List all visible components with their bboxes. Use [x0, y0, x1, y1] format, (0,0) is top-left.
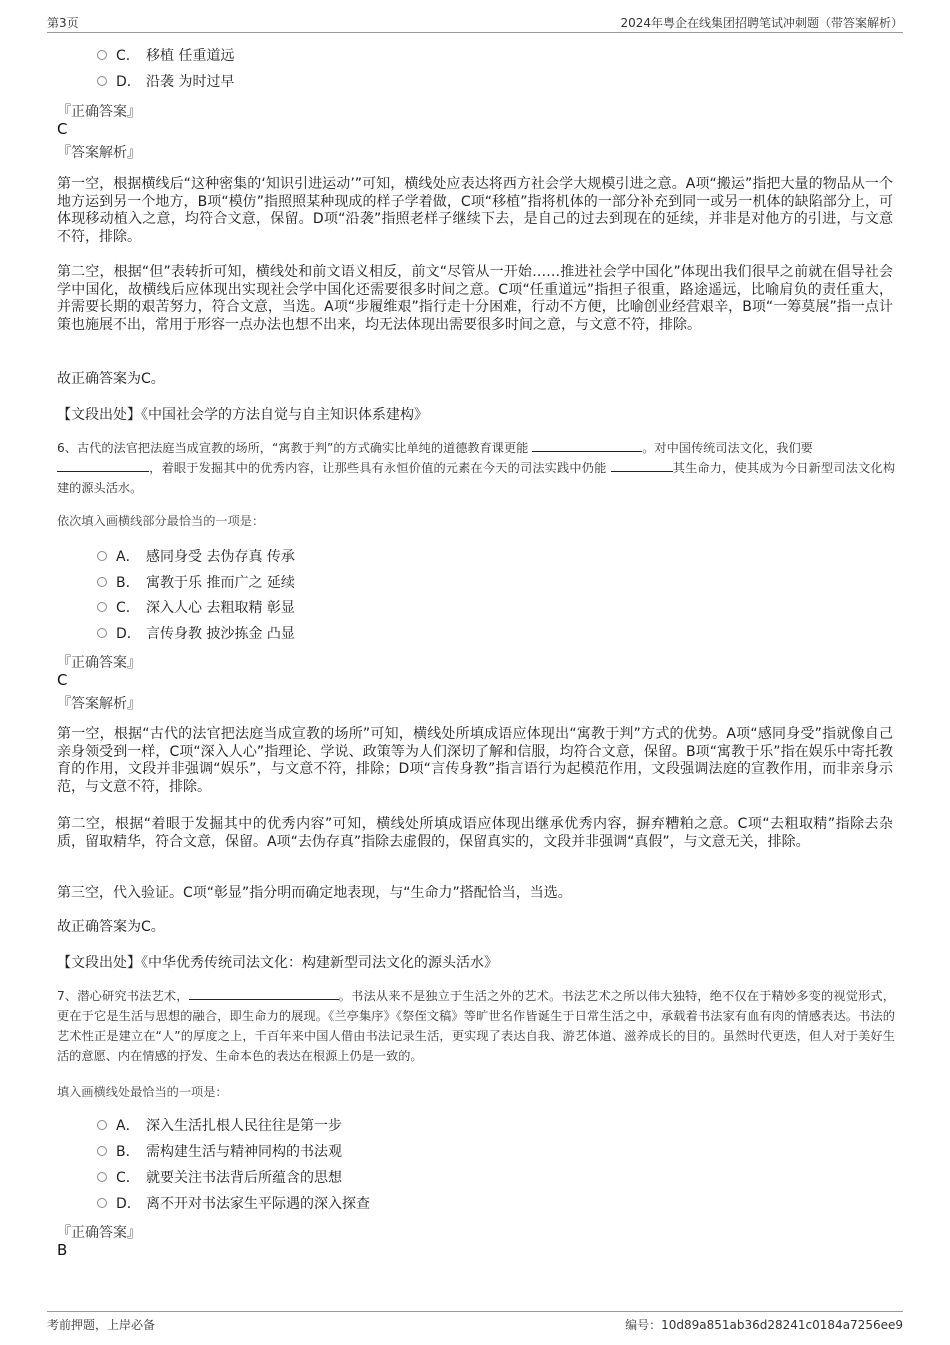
q6-option-d[interactable]: D． 言传身教 披沙拣金 凸显	[97, 624, 295, 644]
q6-answer: C	[57, 671, 68, 689]
q5-answer: C	[57, 120, 68, 138]
blank-line[interactable]	[532, 439, 642, 452]
blank-line[interactable]	[611, 459, 673, 472]
page-number: 第3页	[47, 16, 79, 30]
q5-option-c[interactable]: C． 移植 任重道远	[97, 46, 234, 66]
radio-icon[interactable]	[97, 1198, 107, 1208]
radio-icon[interactable]	[97, 76, 107, 86]
footer-slogan: 考前押题，上岸必备	[47, 1318, 156, 1332]
q6-analysis-paragraph-3: 第三空，代入验证。C项“彰显”指分明而确定地表现，与“生命力”搭配恰当，当选。	[57, 885, 572, 901]
q6-source: 【文段出处】《中华优秀传统司法文化：构建新型司法文化的源头活水》	[57, 955, 498, 971]
q6-analysis-conclusion: 故正确答案为C。	[57, 919, 165, 935]
q5-source: 【文段出处】《中国社会学的方法自觉与自主知识体系建构》	[57, 407, 428, 423]
q7-answer: B	[57, 1241, 68, 1259]
q5-analysis-paragraph-1: 第一空，根据横线后“这种密集的‘知识引进运动’”可知，横线处应表达将西方社会学大规模引进之意。A项“搬运”指把大量的物品从一个地方运到另一个地方，B项“模仿”指照照某种现成的样子学着做，C项“移植”指将机体的一部分补充到同一或另一机体的缺陷部分上，可体现移动植入之意，均符合文意，保留。D项“沿袭”指照老样子继续下去，是自己的过去到现在的延续，并非是对他方的引进，与文意不符，排除。	[57, 176, 893, 245]
q5-analysis-conclusion: 故正确答案为C。	[57, 371, 165, 387]
q5-analysis-label: 『答案解析』	[57, 145, 141, 161]
radio-icon[interactable]	[97, 1146, 107, 1156]
document-title: 2024年粤企在线集团招聘笔试冲刺题（带答案解析）	[620, 16, 903, 30]
q6-analysis-paragraph-2: 第二空，根据“着眼于发掘其中的优秀内容”可知，横线处所填成语应体现出继承优秀内容，摒弃糟粕之意。C项“去粗取精”指除去杂质，留取精华，符合文意，保留。A项“去伪存真”指除去虚假的，保留真实的，文段并非强调“真假”，与文意无关，排除。	[57, 816, 893, 850]
q5-analysis-paragraph-2: 第二空，根据“但”表转折可知，横线处和前文语义相反，前文“尽管从一开始……推进社会学中国化”体现出我们很早之前就在倡导社会学中国化，故横线后应体现出实现社会学中国化还需要很多时间之意。C项“任重道远”指担子很重，路途遥远，比喻肩负的责任重大，并需要长期的艰苦努力，符合文意，当选。A项“步履维艰”指行走十分困难，行动不方便，比喻创业经营艰辛，B项“一筹莫展”指一点计策也施展不出，常用于形容一点办法也想不出来，均无法体现出需要很多时间之意，与文意不符，排除。	[57, 264, 893, 333]
page-header	[47, 12, 903, 33]
q6-analysis-label: 『答案解析』	[57, 696, 141, 712]
radio-icon[interactable]	[97, 628, 107, 638]
q6-answer-label: 『正确答案』	[57, 655, 141, 671]
q7-question-text: 7、潜心研究书法艺术， 。书法从来不是独立于生活之外的艺术。书法艺术之所以伟大独特，绝不仅在于精妙多变的视觉形式，更在于它是生活与思想的融合，即生命力的展现。《兰亭集序》《祭侄文稿》等旷世名作皆诞生于日常生活之中，承载着书法家有血有肉的情感表达。书法的艺术性正是建立在“人”的厚度之上，千百年来中国人借由书法记录生活，更实现了表达自我、游艺体道、滋养成长的目的。虽然时代更迭，但人对于美好生活的意愿、内在情感的抒发、生命本色的表达在根源上仍是一致的。	[57, 989, 895, 1063]
q6-option-b[interactable]: B． 寓教于乐 推而广之 延续	[97, 573, 295, 593]
q6-analysis-paragraph-1: 第一空，根据“古代的法官把法庭当成宣教的场所”可知，横线处所填成语应体现出“寓教于判”方式的优势。A项“感同身受”指就像自己亲身领受到一样，C项“深入人心”指理论、学说、政策等为人们深切了解和信服，均符合文意，保留。B项“寓教于乐”指在娱乐中寄托教育的作用，文段并非强调“娱乐”，与文意不符，排除；D项“言传身教”指言语行为起模范作用，文段强调法庭的宣教作用，而非亲身示范，与文意不符，排除。	[57, 726, 893, 795]
q5-answer-label: 『正确答案』	[57, 104, 141, 120]
q7-option-d[interactable]: D． 离不开对书法家生平际遇的深入探查	[97, 1194, 370, 1214]
q6-option-a[interactable]: A． 感同身受 去伪存真 传承	[97, 547, 295, 567]
radio-icon[interactable]	[97, 602, 107, 612]
q6-question-text: 6、古代的法官把法庭当成宣教的场所，“寓教于判”的方式确实比单纯的道德教育课更能 。对中国传统司法文化，我们要 ，着眼于发掘其中的优秀内容，让那些具有永恒价值的元素在今天的司法实践中仍能 其生命力，使其成为今日新型司法文化构建的源头活水。	[57, 441, 896, 495]
radio-icon[interactable]	[97, 551, 107, 561]
q6-option-c[interactable]: C． 深入人心 去粗取精 彰显	[97, 598, 295, 618]
q7-option-c[interactable]: C． 就要关注书法背后所蕴含的思想	[97, 1168, 342, 1188]
q7-option-b[interactable]: B． 需构建生活与精神同构的书法观	[97, 1142, 342, 1162]
radio-icon[interactable]	[97, 50, 107, 60]
blank-line[interactable]	[189, 987, 339, 1000]
q5-option-d[interactable]: D． 沿袭 为时过早	[97, 72, 234, 92]
radio-icon[interactable]	[97, 1120, 107, 1130]
radio-icon[interactable]	[97, 1172, 107, 1182]
q7-option-a[interactable]: A． 深入生活扎根人民往往是第一步	[97, 1116, 342, 1136]
blank-line[interactable]	[57, 459, 149, 472]
q7-prompt: 填入画横线处最恰当的一项是：	[57, 1085, 228, 1099]
q6-prompt: 依次填入画横线部分最恰当的一项是：	[57, 514, 265, 528]
q7-answer-label: 『正确答案』	[57, 1225, 141, 1241]
document-serial: 编号：10d89a851ab36d28241c0184a7256ee9	[625, 1318, 903, 1332]
radio-icon[interactable]	[97, 577, 107, 587]
page-footer	[47, 1311, 903, 1334]
